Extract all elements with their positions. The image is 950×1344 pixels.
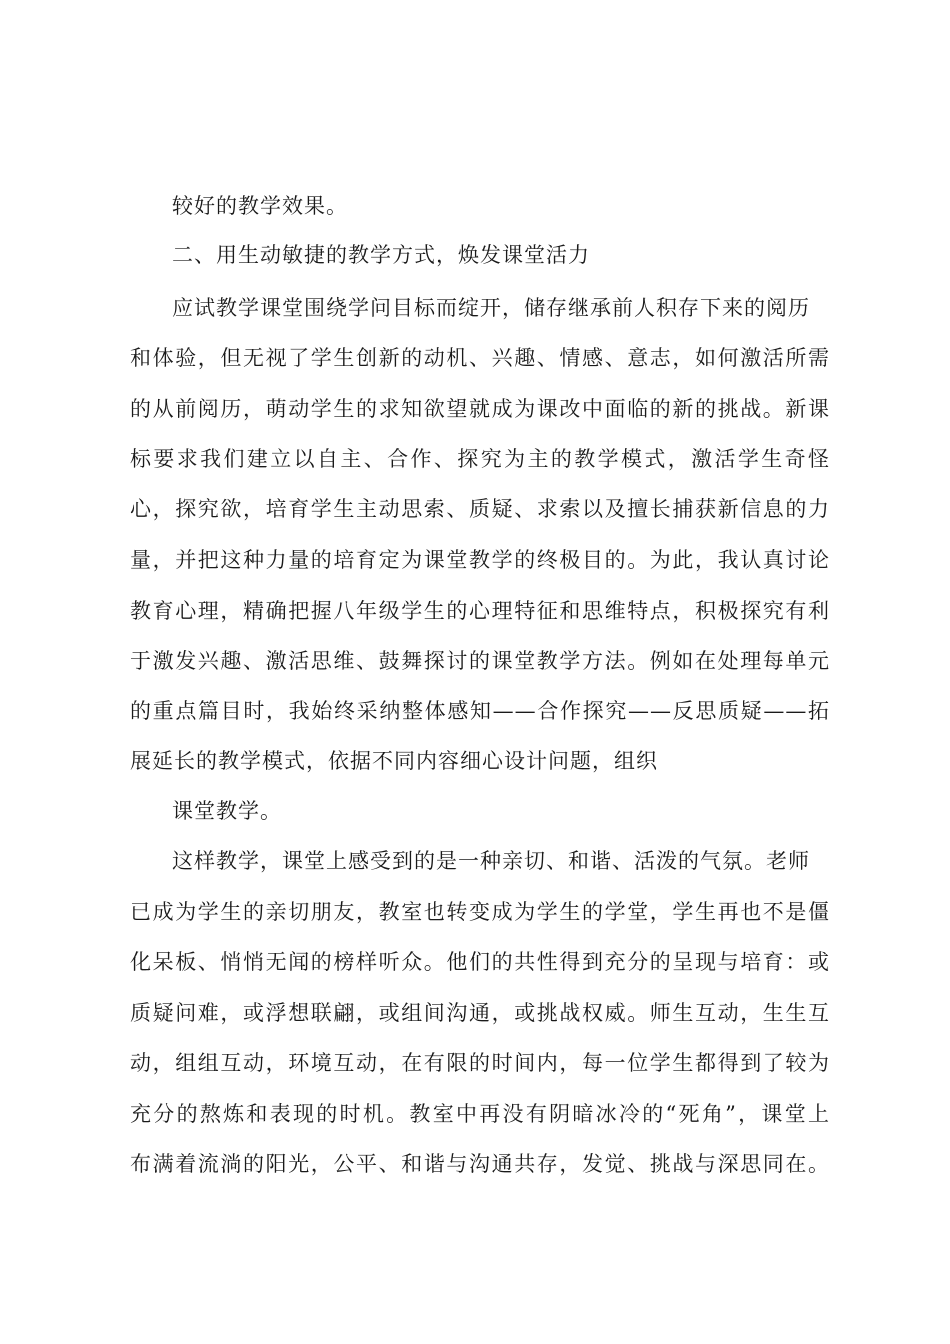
paragraph-2-line-2: 已成为学生的亲切朋友，教室也转变成为学生的学堂，学生再也不是僵 — [130, 900, 830, 924]
paragraph-1-line-4: 标要求我们建立以自主、合作、探究为主的教学模式，激活学生奇怪 — [130, 447, 830, 471]
paragraph-1-line-5: 心，探究欲，培育学生主动思索、质疑、求索以及擅长捕获新信息的力 — [130, 497, 830, 521]
paragraph-1-line-1: 应试教学课堂围绕学问目标而绽开，储存继承前人积存下来的阅历 — [172, 296, 810, 320]
paragraph-1-line-10: 展延长的教学模式，依据不同内容细心设计问题，组织 — [130, 749, 658, 773]
paragraph-1-line-7: 教育心理，精确把握八年级学生的心理特征和思维特点，积极探究有利 — [130, 599, 830, 623]
paragraph-1-line-3: 的从前阅历，萌动学生的求知欲望就成为课改中面临的新的挑战。新课 — [130, 397, 830, 421]
paragraph-2-line-1: 这样教学，课堂上感受到的是一种亲切、和谐、活泼的气氛。老师 — [172, 849, 810, 873]
paragraph-2-line-4: 质疑问难，或浮想联翩，或组间沟通，或挑战权威。师生互动，生生互 — [130, 1001, 830, 1025]
section-heading: 二、用生动敏捷的教学方式，焕发课堂活力 — [172, 243, 590, 267]
paragraph-1-line-9: 的重点篇目时，我始终采纳整体感知——合作探究——反思质疑——拓 — [130, 699, 830, 723]
text-line-1: 较好的教学效果。 — [172, 194, 348, 218]
paragraph-1-line-6: 量，并把这种力量的培育定为课堂教学的终极目的。为此，我认真讨论 — [130, 548, 830, 572]
text-line-continuation: 课堂教学。 — [172, 799, 282, 823]
paragraph-2-line-7: 布满着流淌的阳光，公平、和谐与沟通共存，发觉、挑战与深思同在。 — [130, 1152, 830, 1176]
paragraph-1-line-2: 和体验，但无视了学生创新的动机、兴趣、情感、意志，如何激活所需 — [130, 346, 830, 370]
paragraph-2-line-6: 充分的熬炼和表现的时机。教室中再没有阴暗冰冷的“死角”，课堂上 — [130, 1102, 830, 1126]
paragraph-2-line-5: 动，组组互动，环境互动，在有限的时间内，每一位学生都得到了较为 — [130, 1051, 830, 1075]
paragraph-1-line-8: 于激发兴趣、激活思维、鼓舞探讨的课堂教学方法。例如在处理每单元 — [130, 649, 830, 673]
paragraph-2-line-3: 化呆板、悄悄无闻的榜样听众。他们的共性得到充分的呈现与培育：或 — [130, 950, 830, 974]
